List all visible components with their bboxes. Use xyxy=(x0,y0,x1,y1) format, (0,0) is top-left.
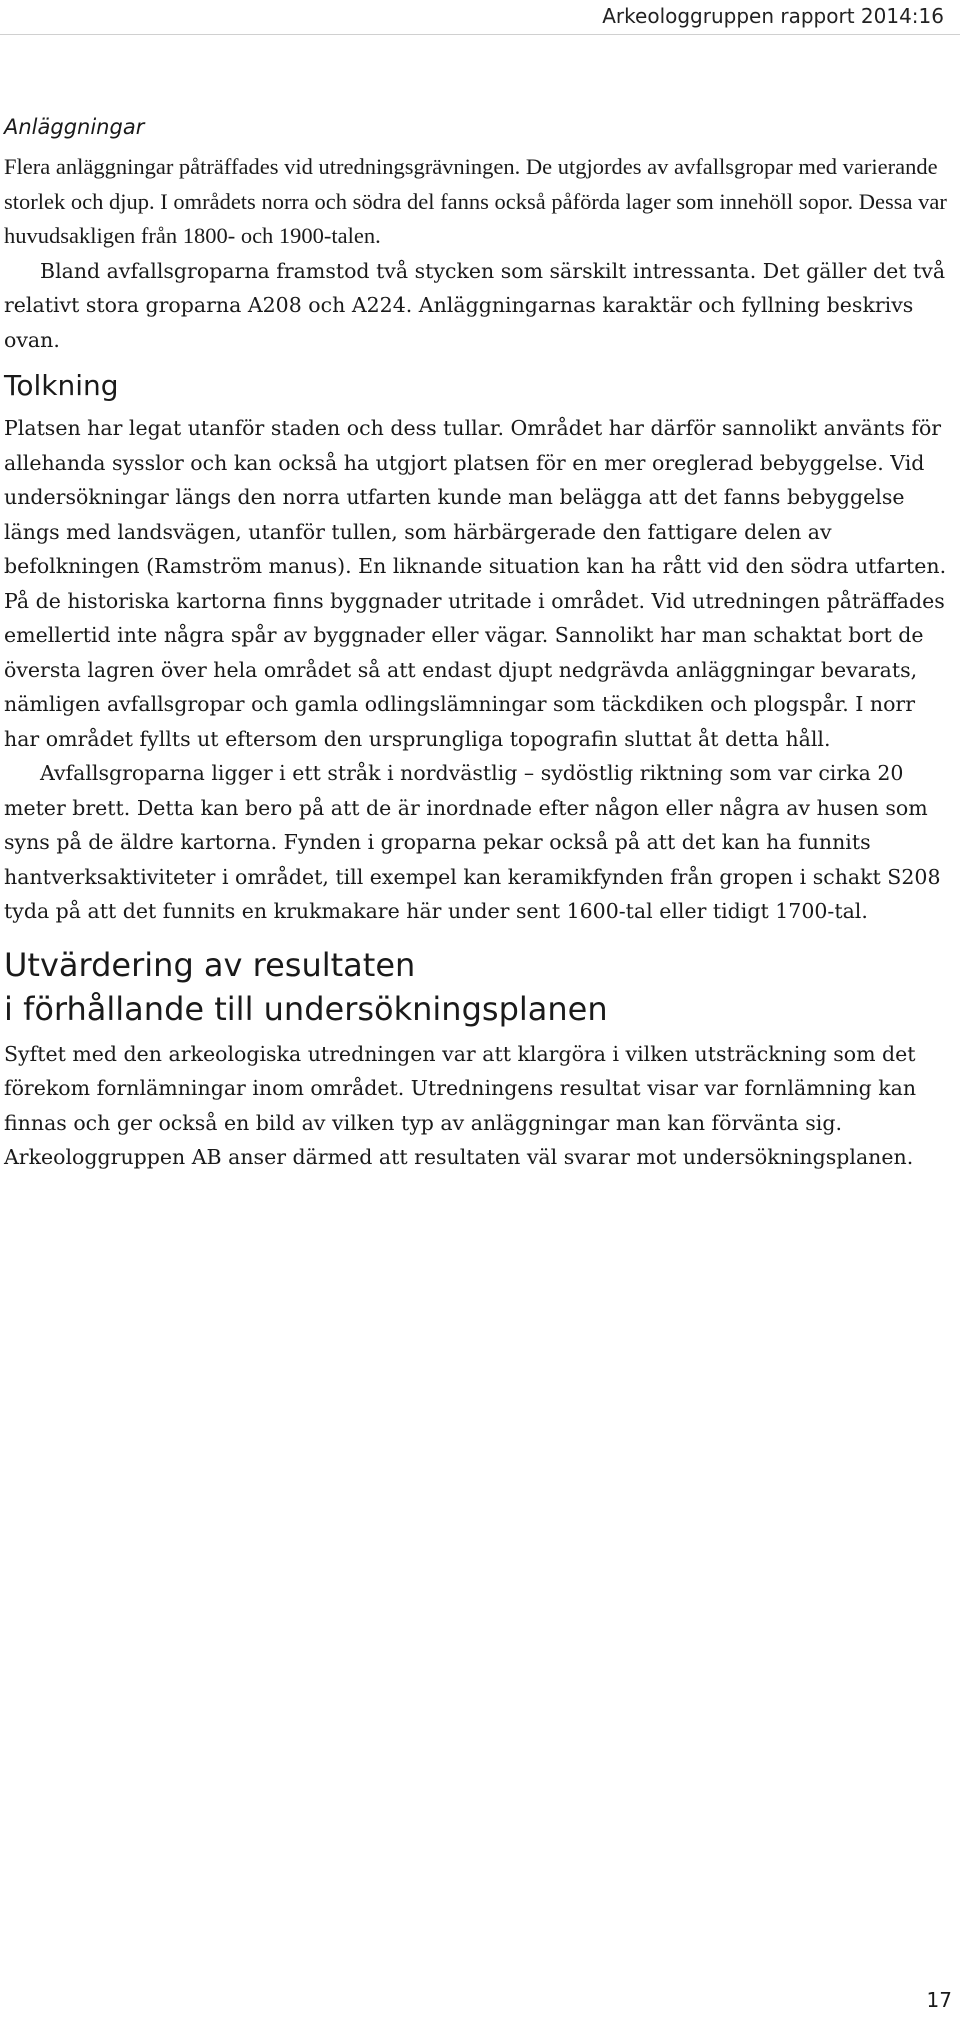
section-heading-anlaggningar: Anläggningar xyxy=(4,115,145,139)
section-heading-utvardering xyxy=(4,943,948,1031)
paragraph: Flera anläggningar påträffades vid utredningsgrävningen. De utgjordes av avfallsgropar med varierande storlek och djup. I områdets norra och södra del fanns också påförda lager som innehöll sopor. Dessa var huvudsakligen från 1800- och 1900-talen. xyxy=(4,154,947,248)
section-utvardering xyxy=(4,943,948,1175)
heading-line: Utvärdering av resultaten xyxy=(4,945,416,984)
section-tolkning xyxy=(4,367,948,929)
section-anlaggningar xyxy=(4,112,948,357)
heading-line: i förhållande till undersökningsplanen xyxy=(4,989,608,1028)
paragraph: Syftet med den arkeologiska utredningen var att klargöra i vilken utsträckning som det förekom fornlämningar inom området. Utredningens resultat visar var fornlämning kan finnas och ger också en bild av vilken typ av anläggningar man kan förvänta sig. Arkeologgruppen AB anser därmed att resultaten väl svarar mot undersökningsplanen. xyxy=(4,1041,917,1169)
paragraph: Avfallsgroparna ligger i ett stråk i nordvästlig – sydöstlig riktning som var cirka 20 meter brett. Detta kan bero på att de är inordnade efter någon eller några av husen som syns på de äldre kartorna. Fynden i groparna pekar också på att det kan ha funnits hantverksaktiviteter i området, till exempel kan keramikfynden från gropen i schakt S208 tyda på att det funnits en krukmakare här under sent 1600-tal eller tidigt 1700-tal. xyxy=(4,761,941,923)
page-number: 17 xyxy=(926,1988,952,2012)
paragraph: Platsen har legat utanför staden och dess tullar. Området har därför sannolikt använts för allehanda sysslor och kan också ha utgjort platsen för en mer oreglerad bebyggelse. Vid undersökningar längs den norra utfarten kunde man belägga att det fanns bebyggelse längs med landsvägen, utanför tullen, som härbärgerade den fattigare delen av befolkningen (Ramström manus). En liknande situation kan ha rått vid den södra utfarten. På de historiska kartorna finns byggnader utritade i området. Vid utredningen påträffades emellertid inte några spår av byggnader eller vägar. Sannolikt har man schaktat bort de översta lagren över hela området så att endast djupt nedgrävda anläggningar bevarats, nämligen avfallsgropar och gamla odlingslämningar som täckdiken och plogspår. I norr har området fyllts ut eftersom den ursprungliga topografin sluttat åt detta håll. xyxy=(4,416,947,751)
page-header xyxy=(0,0,960,35)
report-title: Arkeologgruppen rapport 2014:16 xyxy=(602,4,944,28)
section-heading-tolkning: Tolkning xyxy=(4,369,119,402)
paragraph: Bland avfallsgroparna framstod två stycken som särskilt intressanta. Det gäller det två relativt stora groparna A208 och A224. Anläggningarnas karaktär och fyllning beskrivs ovan. xyxy=(4,258,946,352)
page-content xyxy=(4,112,948,1185)
